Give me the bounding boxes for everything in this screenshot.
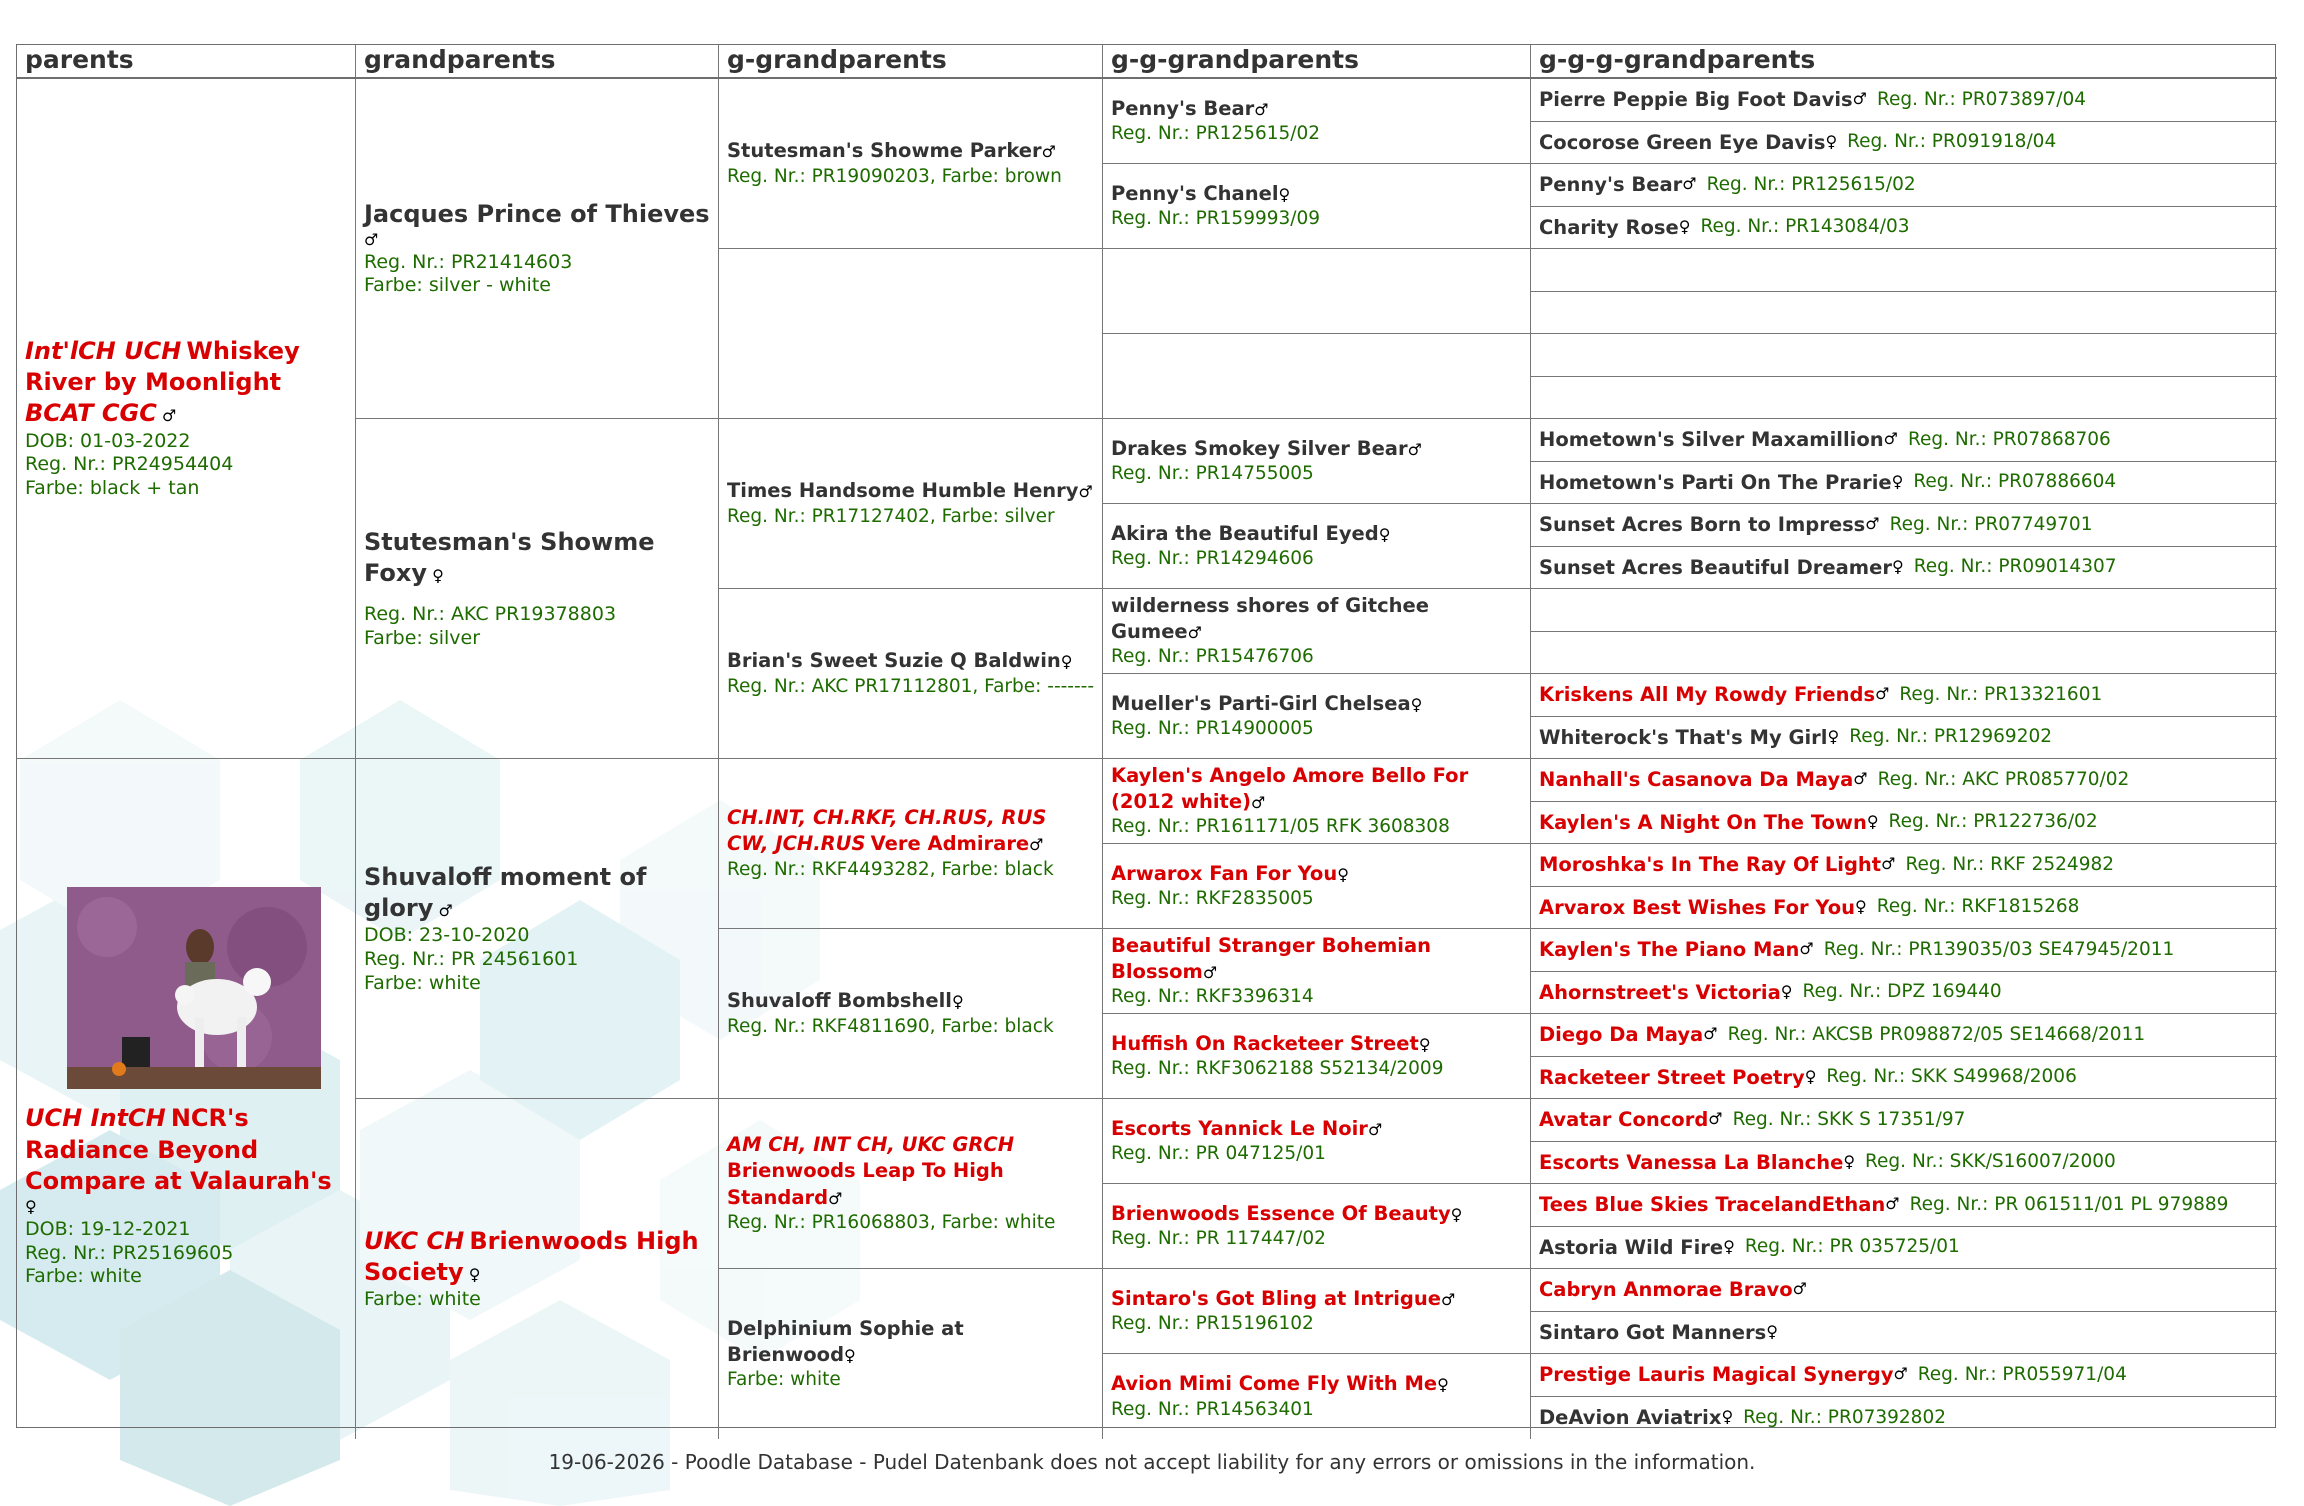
ggg-grandparent-row[interactable]	[1531, 1312, 2277, 1355]
dam-titles-pre: UCH IntCH	[25, 1104, 166, 1133]
ggg-grandparent-reg: Reg. Nr.: RKF1815268	[1876, 896, 2080, 918]
gg-grandparent-name[interactable]: Penny's Bear	[1111, 96, 1255, 120]
ggg-grandparent-row	[1531, 334, 2277, 377]
ggg-grandparent-name[interactable]: Nanhall's Casanova Da Maya	[1539, 768, 1854, 792]
female-sex-icon: ♀	[1378, 524, 1391, 544]
g-grandparent-name[interactable]: Vere Admirare	[870, 832, 1030, 856]
g-grandparent-info: Reg. Nr.: AKC PR17112801, Farbe: -------	[727, 675, 1095, 697]
ggg-grandparent-name[interactable]: Kaylen's The Piano Man	[1539, 938, 1800, 962]
g-grandparent-name[interactable]: Brian's Sweet Suzie Q Baldwin	[727, 649, 1061, 673]
female-sex-icon: ♀	[432, 565, 444, 585]
ggg-grandparent-name[interactable]: Penny's Bear	[1539, 173, 1683, 197]
g-grandparent-cell[interactable]	[719, 79, 1103, 249]
ggg-grandparent-row[interactable]	[1531, 1184, 2277, 1227]
male-sex-icon: ♂	[1407, 439, 1422, 459]
g-grandparent-name[interactable]: Times Handsome Humble Henry	[727, 479, 1079, 503]
male-sex-icon: ♂	[364, 229, 379, 249]
grandparent-cell[interactable]	[356, 419, 719, 759]
male-sex-icon: ♂	[1029, 835, 1044, 855]
gg-grandparent-reg: Reg. Nr.: PR15196102	[1111, 1313, 1314, 1335]
male-sex-icon: ♂	[1708, 1109, 1723, 1129]
female-sex-icon: ♀	[25, 1196, 37, 1216]
gg-grandparent-cell[interactable]	[1103, 929, 1531, 1014]
grandparent-reg: Reg. Nr.: PR 24561601	[364, 947, 579, 970]
male-sex-icon: ♂	[1367, 1119, 1383, 1139]
ggg-grandparent-row[interactable]	[1531, 1354, 2277, 1397]
dam-dob: DOB: 19-12-2021	[25, 1217, 191, 1240]
ggg-grandparent-reg: Reg. Nr.: PR073897/04	[1877, 88, 2087, 110]
male-sex-icon: ♂	[1881, 854, 1896, 874]
ggg-grandparent-reg: Reg. Nr.: PR07886604	[1913, 471, 2117, 493]
ggg-grandparent-name[interactable]: Cabryn Anmorae Bravo	[1539, 1278, 1793, 1302]
male-sex-icon: ♂	[438, 900, 453, 920]
ggg-grandparent-row[interactable]	[1531, 547, 2277, 590]
ggg-grandparent-name[interactable]: Cocorose Green Eye Davis	[1539, 130, 1826, 154]
ggg-grandparent-row[interactable]	[1531, 122, 2277, 165]
ggg-grandparent-reg: Reg. Nr.: SKK S49968/2006	[1826, 1066, 2077, 1088]
ggg-grandparent-name[interactable]: Sintaro Got Manners	[1539, 1320, 1767, 1344]
disclaimer-footer: 19-06-2026 - Poodle Database - Pudel Datenbank does not accept liability for any errors or omissions in the information.	[548, 1450, 1756, 1474]
g-grandparent-info: Reg. Nr.: RKF4493282, Farbe: black	[727, 858, 1054, 880]
male-sex-icon: ♂	[1865, 514, 1880, 534]
ggg-grandparent-row[interactable]	[1531, 1227, 2277, 1270]
male-sex-icon: ♂	[828, 1188, 843, 1208]
grandparent-farbe: Farbe: silver	[364, 626, 481, 649]
dam-farbe: Farbe: white	[25, 1265, 142, 1288]
g-grandparent-titles: CH.INT, CH.RKF, CH.RUS, RUS CW, JCH.RUS	[727, 806, 1047, 856]
male-sex-icon: ♂	[161, 406, 177, 426]
gg-grandparent-name[interactable]: Sintaro's Got Bling at Intrigue	[1111, 1286, 1441, 1310]
ggg-grandparent-reg: Reg. Nr.: DPZ 169440	[1802, 981, 2002, 1003]
gg-grandparent-cell[interactable]	[1103, 1099, 1531, 1184]
male-sex-icon: ♂	[1041, 142, 1056, 162]
grandparent-cell[interactable]	[356, 79, 719, 419]
male-sex-icon: ♂	[1703, 1024, 1718, 1044]
gg-grandparent-name[interactable]: Drakes Smokey Silver Bear	[1111, 436, 1408, 460]
female-sex-icon: ♀	[1843, 1151, 1856, 1171]
gg-grandparent-name[interactable]: Beautiful Stranger Bohemian Blossom	[1111, 933, 1431, 983]
g-grandparent-name[interactable]: Delphinium Sophie at Brienwood	[727, 1316, 964, 1366]
ggg-grandparent-name[interactable]: DeAvion Aviatrix	[1539, 1406, 1722, 1430]
ggg-grandparent-row[interactable]	[1531, 759, 2277, 802]
ggg-grandparent-reg: Reg. Nr.: SKK S 17351/97	[1732, 1108, 1966, 1130]
gg-grandparent-reg: Reg. Nr.: PR161171/05 RFK 3608308	[1111, 816, 1450, 838]
ggg-grandparent-reg: Reg. Nr.: SKK/S16007/2000	[1865, 1151, 2116, 1173]
ggg-grandparent-name[interactable]: Pierre Peppie Big Foot Davis	[1539, 88, 1853, 112]
gg-grandparent-cell	[1103, 249, 1531, 334]
gg-grandparent-reg: Reg. Nr.: PR14755005	[1111, 463, 1314, 485]
gg-grandparent-cell[interactable]	[1103, 419, 1531, 504]
gg-grandparent-reg: Reg. Nr.: PR125615/02	[1111, 123, 1321, 145]
g-grandparent-cell	[719, 249, 1103, 419]
g-grandparent-cell[interactable]	[719, 589, 1103, 759]
parent-sire[interactable]	[17, 79, 356, 759]
g-grandparent-info: Reg. Nr.: PR16068803, Farbe: white	[727, 1211, 1056, 1233]
ggg-grandparent-reg: Reg. Nr.: PR07392802	[1743, 1406, 1946, 1428]
grandparent-cell[interactable]	[356, 759, 719, 1099]
header-g-grandparents: g-grandparents	[719, 45, 1103, 79]
ggg-grandparent-reg: Reg. Nr.: PR139035/03 SE47945/2011	[1823, 938, 2175, 960]
sire-name[interactable]: Whiskey River by Moonlight	[25, 337, 300, 397]
ggg-grandparent-name[interactable]: Escorts Vanessa La Blanche	[1539, 1150, 1844, 1174]
female-sex-icon: ♀	[1450, 1204, 1463, 1224]
gg-grandparent-cell[interactable]	[1103, 759, 1531, 844]
gg-grandparent-name[interactable]: Penny's Chanel	[1111, 181, 1279, 205]
ggg-grandparent-name[interactable]: Avatar Concord	[1539, 1108, 1709, 1132]
ggg-grandparent-reg: Reg. Nr.: PR143084/03	[1700, 216, 1910, 238]
g-grandparent-cell[interactable]	[719, 1269, 1103, 1439]
ggg-grandparent-row[interactable]	[1531, 1397, 2277, 1440]
ggg-grandparent-row[interactable]	[1531, 419, 2277, 462]
ggg-grandparent-reg: Reg. Nr.: PR09014307	[1913, 556, 2117, 578]
male-sex-icon: ♂	[1078, 482, 1093, 502]
male-sex-icon: ♂	[1799, 939, 1814, 959]
gg-grandparent-cell[interactable]	[1103, 79, 1531, 164]
ggg-grandparent-row	[1531, 377, 2277, 420]
gg-grandparent-cell[interactable]	[1103, 504, 1531, 589]
ggg-grandparent-row	[1531, 589, 2277, 632]
female-sex-icon: ♀	[1891, 471, 1904, 491]
ggg-grandparent-name[interactable]: Arvarox Best Wishes For You	[1539, 895, 1856, 919]
ggg-grandparent-row[interactable]	[1531, 462, 2277, 505]
dam-reg: Reg. Nr.: PR25169605	[25, 1241, 234, 1264]
ggg-grandparent-name[interactable]: Charity Rose	[1539, 215, 1679, 239]
ggg-grandparent-name[interactable]: Kaylen's A Night On The Town	[1539, 810, 1867, 834]
ggg-grandparent-row[interactable]	[1531, 504, 2277, 547]
grandparent-name[interactable]: Shuvaloff moment of glory	[364, 862, 647, 922]
male-sex-icon: ♂	[1875, 684, 1890, 704]
ggg-grandparent-name[interactable]: Sunset Acres Beautiful Dreamer	[1539, 555, 1892, 579]
gg-grandparent-name[interactable]: Huffish On Racketeer Street	[1111, 1031, 1419, 1055]
g-grandparent-info: Reg. Nr.: PR17127402, Farbe: silver	[727, 505, 1055, 527]
ggg-grandparent-name[interactable]: Racketeer Street Poetry	[1539, 1065, 1805, 1089]
ggg-grandparent-row[interactable]	[1531, 1142, 2277, 1185]
ggg-grandparent-name[interactable]: Hometown's Silver Maxamillion	[1539, 428, 1884, 452]
female-sex-icon: ♀	[1891, 556, 1904, 576]
grandparent-name[interactable]: Jacques Prince of Thieves	[364, 199, 710, 228]
g-grandparent-info: Reg. Nr.: RKF4811690, Farbe: black	[727, 1015, 1054, 1037]
female-sex-icon: ♀	[1060, 652, 1073, 672]
g-grandparent-cell[interactable]	[719, 419, 1103, 589]
female-sex-icon: ♀	[1866, 811, 1879, 831]
gg-grandparent-reg: Reg. Nr.: PR14900005	[1111, 718, 1314, 740]
g-grandparent-info: Reg. Nr.: PR19090203, Farbe: brown	[727, 165, 1062, 187]
female-sex-icon: ♀	[1418, 1034, 1431, 1054]
female-sex-icon: ♀	[1804, 1066, 1817, 1086]
ggg-grandparent-reg: Reg. Nr.: AKC PR085770/02	[1877, 768, 2130, 790]
gg-grandparent-name[interactable]: wilderness shores of Gitchee Gumee	[1111, 593, 1429, 643]
male-sex-icon: ♂	[1251, 792, 1266, 812]
female-sex-icon: ♀	[1766, 1321, 1778, 1341]
g-grandparent-info: Farbe: white	[727, 1369, 841, 1391]
sire-dob: DOB: 01-03-2022	[25, 429, 191, 452]
grandparent-titles: UKC CH	[364, 1226, 465, 1255]
ggg-grandparent-row[interactable]	[1531, 802, 2277, 845]
ggg-grandparent-name[interactable]: Whiterock's That's My Girl	[1539, 725, 1828, 749]
ggg-grandparent-row	[1531, 249, 2277, 292]
female-sex-icon: ♀	[1825, 131, 1838, 151]
parent-dam[interactable]	[17, 759, 356, 1439]
gg-grandparent-cell	[1103, 334, 1531, 419]
sire-titles-post: BCAT CGC	[25, 399, 157, 428]
gg-grandparent-reg: Reg. Nr.: PR 047125/01	[1111, 1143, 1326, 1165]
gg-grandparent-cell[interactable]	[1103, 1269, 1531, 1354]
gg-grandparent-reg: Reg. Nr.: RKF3062188 S52134/2009	[1111, 1058, 1444, 1080]
ggg-grandparent-name[interactable]: Kriskens All My Rowdy Friends	[1539, 683, 1876, 707]
ggg-grandparent-row[interactable]	[1531, 844, 2277, 887]
ggg-grandparent-reg: Reg. Nr.: RKF 2524982	[1905, 853, 2115, 875]
female-sex-icon: ♀	[1855, 896, 1867, 916]
sire-reg: Reg. Nr.: PR24954404	[25, 453, 234, 476]
g-grandparent-cell[interactable]	[719, 929, 1103, 1099]
header-grandparents: grandparents	[356, 45, 719, 79]
ggg-grandparent-name[interactable]: Astoria Wild Fire	[1539, 1235, 1724, 1259]
ggg-grandparent-row[interactable]	[1531, 1269, 2277, 1312]
ggg-grandparent-reg: Reg. Nr.: PR12969202	[1849, 726, 2053, 748]
ggg-grandparent-row[interactable]	[1531, 1057, 2277, 1100]
ggg-grandparent-reg: Reg. Nr.: PR091918/04	[1847, 131, 2057, 153]
ggg-grandparent-reg: Reg. Nr.: PR13321601	[1899, 683, 2103, 705]
grandparent-farbe: Farbe: silver - white	[364, 274, 551, 297]
grandparent-name[interactable]: Stutesman's Showme Foxy	[364, 527, 655, 587]
g-grandparent-titles: AM CH, INT CH, UKC GRCH	[727, 1133, 1015, 1156]
ggg-grandparent-name[interactable]: Ahornstreet's Victoria	[1539, 980, 1781, 1004]
ggg-grandparent-name[interactable]: Diego Da Maya	[1539, 1023, 1704, 1047]
gg-grandparent-name[interactable]: Escorts Yannick Le Noir	[1111, 1116, 1368, 1140]
g-grandparent-cell[interactable]	[719, 759, 1103, 929]
gg-grandparent-cell[interactable]	[1103, 164, 1531, 249]
male-sex-icon: ♂	[1893, 1364, 1908, 1384]
header-parents: parents	[17, 45, 356, 79]
male-sex-icon: ♂	[1682, 174, 1697, 194]
ggg-grandparent-reg: Reg. Nr.: AKCSB PR098872/05 SE14668/2011	[1727, 1023, 2146, 1045]
header-g-g-grandparents: g-g-grandparents	[1103, 45, 1531, 79]
gg-grandparent-name[interactable]: Akira the Beautiful Eyed	[1111, 521, 1379, 545]
gg-grandparent-cell[interactable]	[1103, 589, 1531, 674]
gg-grandparent-reg: Reg. Nr.: PR159993/09	[1111, 208, 1321, 230]
gg-grandparent-name[interactable]: Brienwoods Essence Of Beauty	[1111, 1201, 1451, 1225]
female-sex-icon: ♀	[1437, 1375, 1449, 1395]
g-grandparent-name[interactable]: Brienwoods Leap To High Standard	[727, 1159, 1004, 1209]
gg-grandparent-cell[interactable]	[1103, 1184, 1531, 1269]
female-sex-icon: ♀	[1678, 216, 1691, 236]
ggg-grandparent-row[interactable]	[1531, 1099, 2277, 1142]
sire-farbe: Farbe: black + tan	[25, 477, 200, 500]
gg-grandparent-reg: Reg. Nr.: RKF3396314	[1111, 986, 1314, 1008]
ggg-grandparent-row[interactable]	[1531, 1014, 2277, 1057]
ggg-grandparent-reg: Reg. Nr.: PR055971/04	[1917, 1363, 2127, 1385]
grandparent-farbe: Farbe: white	[364, 971, 481, 994]
ggg-grandparent-row[interactable]	[1531, 929, 2277, 972]
sire-titles-pre: Int'lCH UCH	[25, 337, 182, 366]
dam-name[interactable]: NCR's Radiance Beyond Compare at Valaurah's	[25, 1104, 332, 1195]
male-sex-icon: ♂	[1440, 1289, 1456, 1309]
grandparent-reg: Reg. Nr.: PR21414603	[364, 250, 573, 273]
grandparent-reg: Reg. Nr.: AKC PR19378803	[364, 602, 617, 625]
g-grandparent-cell[interactable]	[719, 1099, 1103, 1269]
ggg-grandparent-reg: Reg. Nr.: PR07868706	[1907, 428, 2111, 450]
ggg-grandparent-row[interactable]	[1531, 674, 2277, 717]
ggg-grandparent-name[interactable]: Prestige Lauris Magical Synergy	[1539, 1363, 1894, 1387]
female-sex-icon: ♀	[1827, 726, 1840, 746]
ggg-grandparent-row[interactable]	[1531, 79, 2277, 122]
female-sex-icon: ♀	[1278, 184, 1291, 204]
grandparent-dob: DOB: 23-10-2020	[364, 924, 530, 947]
gg-grandparent-reg: Reg. Nr.: PR14294606	[1111, 548, 1314, 570]
gg-grandparent-cell[interactable]	[1103, 674, 1531, 759]
gg-grandparent-cell[interactable]	[1103, 1014, 1531, 1099]
ggg-grandparent-reg: Reg. Nr.: PR122736/02	[1888, 811, 2098, 833]
male-sex-icon: ♂	[1202, 962, 1218, 982]
ggg-grandparent-row[interactable]	[1531, 164, 2277, 207]
gg-grandparent-reg: Reg. Nr.: PR14563401	[1111, 1398, 1314, 1420]
ggg-grandparent-row	[1531, 292, 2277, 335]
gg-grandparent-name[interactable]: Arwarox Fan For You	[1111, 861, 1338, 885]
gg-grandparent-cell[interactable]	[1103, 1354, 1531, 1439]
gg-grandparent-reg: Reg. Nr.: RKF2835005	[1111, 888, 1314, 910]
male-sex-icon: ♂	[1883, 429, 1898, 449]
ggg-grandparent-name[interactable]: Hometown's Parti On The Prarie	[1539, 470, 1892, 494]
female-sex-icon: ♀	[844, 1345, 856, 1365]
ggg-grandparent-row[interactable]	[1531, 207, 2277, 250]
male-sex-icon: ♂	[1187, 622, 1203, 642]
male-sex-icon: ♂	[1852, 89, 1868, 109]
female-sex-icon: ♀	[468, 1265, 481, 1285]
gg-grandparent-name[interactable]: Avion Mimi Come Fly With Me	[1111, 1372, 1438, 1396]
male-sex-icon: ♂	[1254, 99, 1269, 119]
female-sex-icon: ♀	[1721, 1407, 1734, 1427]
pedigree-table	[16, 44, 2276, 1428]
female-sex-icon: ♀	[1780, 981, 1793, 1001]
female-sex-icon: ♀	[1337, 864, 1349, 884]
male-sex-icon: ♂	[1853, 769, 1868, 789]
ggg-grandparent-row[interactable]	[1531, 887, 2277, 930]
grandparent-cell[interactable]	[356, 1099, 719, 1439]
ggg-grandparent-reg: Reg. Nr.: PR125615/02	[1706, 173, 1916, 195]
poodle-photo[interactable]	[67, 887, 321, 1089]
ggg-grandparent-row[interactable]	[1531, 972, 2277, 1015]
ggg-grandparent-row	[1531, 632, 2277, 675]
g-grandparent-name[interactable]: Shuvaloff Bombshell	[727, 989, 952, 1013]
male-sex-icon: ♂	[1792, 1279, 1807, 1299]
ggg-grandparent-name[interactable]: Moroshka's In The Ray Of Light	[1539, 853, 1882, 877]
female-sex-icon: ♀	[1410, 694, 1423, 714]
ggg-grandparent-row[interactable]	[1531, 717, 2277, 760]
header-g-g-g-grandparents: g-g-g-grandparents	[1531, 45, 2277, 79]
ggg-grandparent-name[interactable]: Tees Blue Skies TracelandEthan	[1539, 1193, 1886, 1217]
gg-grandparent-cell[interactable]	[1103, 844, 1531, 929]
gg-grandparent-reg: Reg. Nr.: PR15476706	[1111, 646, 1314, 668]
gg-grandparent-reg: Reg. Nr.: PR 117447/02	[1111, 1228, 1326, 1250]
grandparent-farbe: Farbe: white	[364, 1288, 481, 1311]
male-sex-icon: ♂	[1885, 1194, 1900, 1214]
gg-grandparent-name[interactable]: Mueller's Parti-Girl Chelsea	[1111, 691, 1411, 715]
g-grandparent-name[interactable]: Stutesman's Showme Parker	[727, 139, 1042, 163]
grandparent-name[interactable]: Brienwoods High Society	[364, 1226, 699, 1287]
ggg-grandparent-name[interactable]: Sunset Acres Born to Impress	[1539, 513, 1866, 537]
female-sex-icon: ♀	[951, 992, 964, 1012]
ggg-grandparent-reg: Reg. Nr.: PR 061511/01 PL 979889	[1909, 1193, 2229, 1215]
ggg-grandparent-reg: Reg. Nr.: PR07749701	[1889, 513, 2093, 535]
female-sex-icon: ♀	[1723, 1236, 1735, 1256]
ggg-grandparent-reg: Reg. Nr.: PR 035725/01	[1744, 1236, 1960, 1258]
gg-grandparent-name[interactable]: Kaylen's Angelo Amore Bello For (2012 white)	[1111, 763, 1469, 813]
